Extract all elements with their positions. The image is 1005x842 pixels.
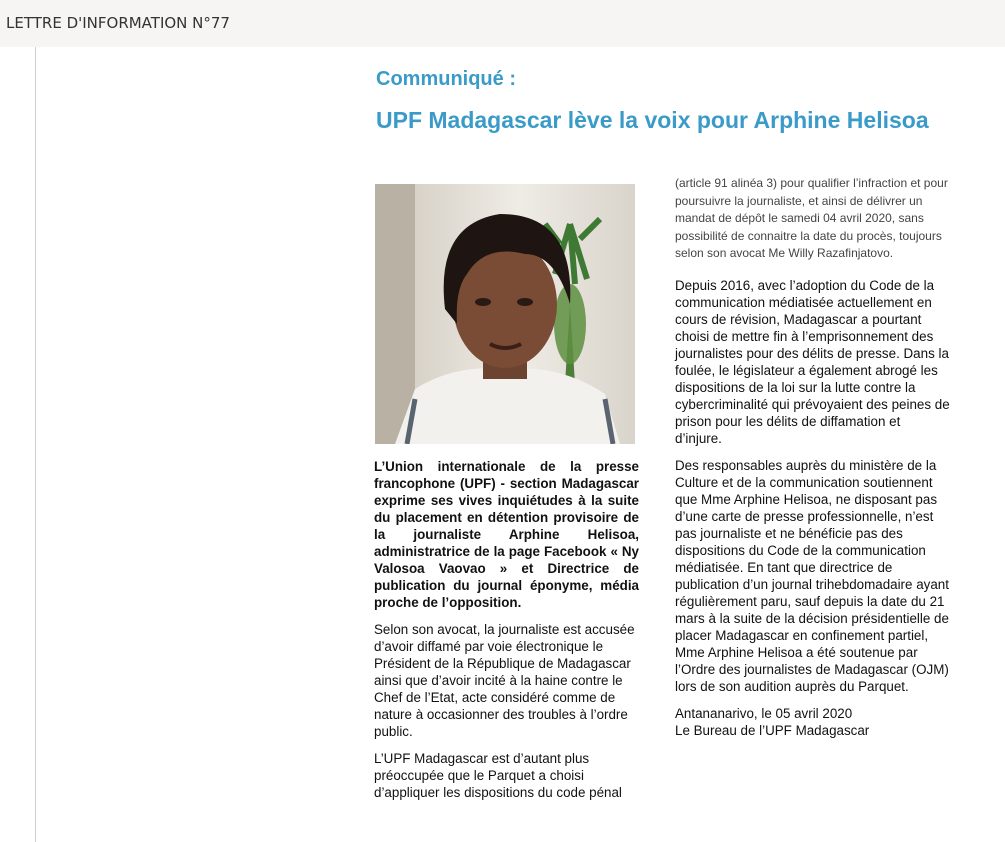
article-signature — [675, 705, 950, 739]
article-paragraph: Depuis 2016, avec l’adoption du Code de la communication médiatisée actuellement en cours de révision, Madagascar a pourtant choisi de mettre fin à l’emprisonnement des journalistes pour des délits de presse. Dans la foulée, le législateur a également abrogé les dispositions de la loi sur la lutte contre la cybercriminalité qui prévoyaient des peines de prison pour les délits de diffamation et d’injure. — [675, 277, 950, 446]
signature-place-date: Antananarivo, le 05 avril 2020 — [675, 705, 853, 721]
article-left-column — [374, 458, 639, 811]
signature-author: Le Bureau de l’UPF Madagascar — [675, 722, 870, 738]
article-headline: UPF Madagascar lève la voix pour Arphine Helisoa — [376, 107, 929, 133]
portrait-image — [375, 184, 635, 444]
article-continuation: (article 91 alinéa 3) pour qualifier l’infraction et pour poursuivre la journaliste, et ainsi de délivrer un mandat de dépôt le samedi 04 avril 2020, sans possibilité de connaitre la date du procès, toujours selon son avocat Me Willy Razafinjatovo. — [675, 176, 948, 260]
article-right-column — [675, 175, 950, 749]
article-paragraph: L’UPF Madagascar est d’autant plus préoccupée que le Parquet a choisi d’appliquer les dispositions du code pénal — [374, 751, 622, 800]
journalist-photo — [375, 184, 635, 444]
newsletter-header-bar — [0, 0, 1005, 47]
newsletter-title: LETTRE D'INFORMATION N°77 — [6, 14, 230, 32]
left-divider — [35, 47, 36, 842]
article-paragraph: Selon son avocat, la journaliste est accusée d’avoir diffamé par voie électronique le Président de la République de Madagascar ainsi que d’avoir incité à la haine contre le Chef de l’Etat, acte considéré comme de nature à occasionner des troubles à l’ordre public. — [374, 622, 635, 739]
article-paragraph: Des responsables auprès du ministère de la Culture et de la communication soutiennent que Mme Arphine Helisoa, ne disposant pas d’une carte de presse professionnelle, n’est pas journaliste et ne bénéficie pas des dispositions du Code de la communication médiatisée. En tant que directrice de publication d’un journal trihebdomadaire ayant régulièrement paru, sauf depuis la date du 21 mars à la suite de la décision présidentielle de placer Madagascar en confinement partiel, Mme Arphine Helisoa a été soutenue par l’Ordre des journalistes de Madagascar (OJM) lors de son audition auprès du Parquet. — [675, 457, 949, 694]
article-lead: L’Union internationale de la presse francophone (UPF) - section Madagascar exprime ses vives inquiétudes à la suite du placement en détention provisoire de la journaliste Arphine Helisoa, administratrice de la page Facebook « Ny Valosoa Vaovao » et Directrice de publication du journal éponyme, média proche de l’opposition. — [374, 459, 639, 610]
article-kicker: Communiqué : — [376, 68, 516, 90]
